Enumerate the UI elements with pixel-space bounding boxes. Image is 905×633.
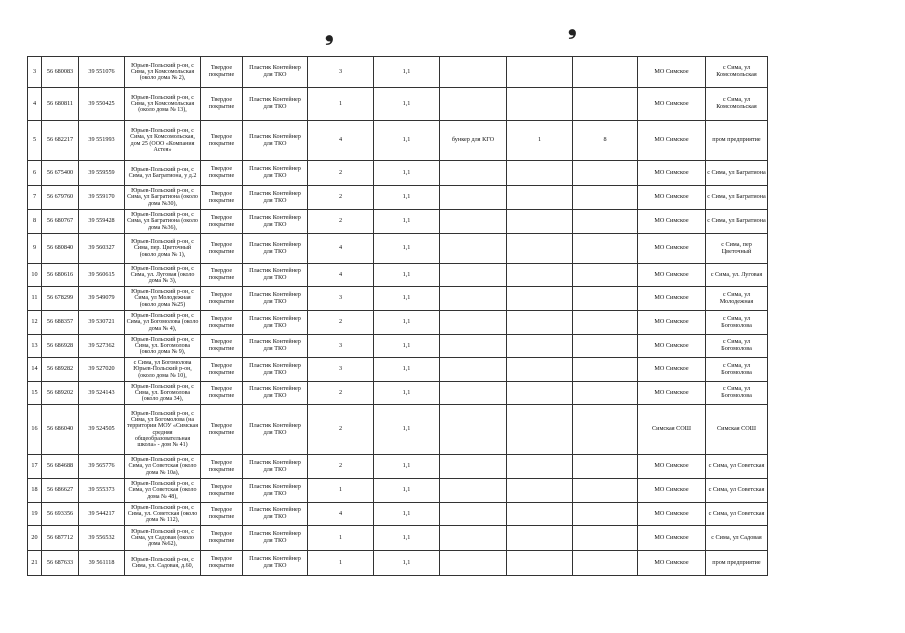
bulky-waste-count-cell <box>507 382 573 405</box>
bulky-waste-type-cell <box>440 210 507 234</box>
container-volume-cell: 1,1 <box>374 186 440 210</box>
bulky-waste-volume-cell: 8 <box>573 121 638 161</box>
table-row <box>28 264 768 287</box>
bulky-waste-volume-cell <box>573 287 638 311</box>
table-row <box>28 210 768 234</box>
table-row <box>28 526 768 551</box>
longitude-cell: 39 560327 <box>79 234 125 264</box>
waste-source-cell: с Сима, ул. Луговая <box>706 264 768 287</box>
table-row <box>28 88 768 121</box>
row-number: 19 <box>28 503 42 526</box>
address-cell: Юрьев-Польский р-он, с Сима, ул Молодежная (около дома №25) <box>125 287 201 311</box>
latitude-cell: 56 684688 <box>42 455 79 479</box>
longitude-cell: 39 544217 <box>79 503 125 526</box>
waste-source-cell: с Сима, ул Богомолова <box>706 358 768 382</box>
table-row <box>28 335 768 358</box>
container-count-cell: 2 <box>308 161 374 186</box>
address-cell: с Сима, ул Богомолова Юрьев-Польский р-он, (около дома № 10), <box>125 358 201 382</box>
bulky-waste-type-cell <box>440 358 507 382</box>
container-count-cell: 1 <box>308 88 374 121</box>
address-cell: Юрьев-Польский р-он, с Сима, ул. Садовая, д.60, <box>125 551 201 576</box>
surface-cell: Твердое покрытие <box>201 121 243 161</box>
bulky-waste-type-cell <box>440 503 507 526</box>
surface-cell: Твердое покрытие <box>201 335 243 358</box>
bulky-waste-count-cell <box>507 479 573 503</box>
owner-cell: МО Симское <box>638 210 706 234</box>
row-number: 7 <box>28 186 42 210</box>
container-volume-cell: 1,1 <box>374 287 440 311</box>
container-type-cell: Пластик Контейнер для ТКО <box>243 358 308 382</box>
owner-cell: МО Симское <box>638 479 706 503</box>
address-cell: Юрьев-Польский р-он, с Сима, ул Советская (около дома № 48), <box>125 479 201 503</box>
address-cell: Юрьев-Польский р-он, с Сима, ул. Советская (около дома № 112), <box>125 503 201 526</box>
table-row <box>28 503 768 526</box>
waste-source-cell: пром предприятие <box>706 121 768 161</box>
waste-source-cell: с Сима, ул Советская <box>706 503 768 526</box>
container-volume-cell: 1,1 <box>374 210 440 234</box>
container-count-cell: 4 <box>308 503 374 526</box>
owner-cell: МО Симское <box>638 358 706 382</box>
waste-source-cell: с Сима, ул Багратиона <box>706 210 768 234</box>
surface-cell: Твердое покрытие <box>201 526 243 551</box>
longitude-cell: 39 555373 <box>79 479 125 503</box>
latitude-cell: 56 678299 <box>42 287 79 311</box>
address-cell: Юрьев-Польский р-он, с Сима, ул Комсомольская, дом 25 (ООО «Компания Астея» <box>125 121 201 161</box>
owner-cell: МО Симское <box>638 161 706 186</box>
owner-cell: МО Симское <box>638 88 706 121</box>
latitude-cell: 56 687633 <box>42 551 79 576</box>
container-type-cell: Пластик Контейнер для ТКО <box>243 382 308 405</box>
bulky-waste-type-cell <box>440 57 507 88</box>
longitude-cell: 39 551076 <box>79 57 125 88</box>
bulky-waste-volume-cell <box>573 57 638 88</box>
surface-cell: Твердое покрытие <box>201 382 243 405</box>
container-type-cell: Пластик Контейнер для ТКО <box>243 287 308 311</box>
bulky-waste-count-cell <box>507 210 573 234</box>
surface-cell: Твердое покрытие <box>201 287 243 311</box>
waste-sites-table <box>27 56 768 576</box>
table-row <box>28 358 768 382</box>
surface-cell: Твердое покрытие <box>201 234 243 264</box>
container-volume-cell: 1,1 <box>374 88 440 121</box>
waste-source-cell: с Сима, ул Богомолова <box>706 382 768 405</box>
bulky-waste-volume-cell <box>573 210 638 234</box>
container-volume-cell: 1,1 <box>374 382 440 405</box>
bulky-waste-volume-cell <box>573 186 638 210</box>
bulky-waste-type-cell <box>440 234 507 264</box>
waste-source-cell: с Сима, ул Богомолова <box>706 335 768 358</box>
row-number: 5 <box>28 121 42 161</box>
bulky-waste-volume-cell <box>573 526 638 551</box>
container-type-cell: Пластик Контейнер для ТКО <box>243 311 308 335</box>
bulky-waste-volume-cell <box>573 234 638 264</box>
container-type-cell: Пластик Контейнер для ТКО <box>243 479 308 503</box>
row-number: 14 <box>28 358 42 382</box>
surface-cell: Твердое покрытие <box>201 358 243 382</box>
container-count-cell: 1 <box>308 526 374 551</box>
row-number: 20 <box>28 526 42 551</box>
longitude-cell: 39 550425 <box>79 88 125 121</box>
waste-source-cell: с Сима, ул Молодежная <box>706 287 768 311</box>
latitude-cell: 56 680811 <box>42 88 79 121</box>
latitude-cell: 56 686928 <box>42 335 79 358</box>
longitude-cell: 39 551993 <box>79 121 125 161</box>
waste-source-cell: с Сима, ул Богомолова <box>706 311 768 335</box>
address-cell: Юрьев-Польский р-он, с Сима, ул Богомолова (около дома № 4), <box>125 311 201 335</box>
container-count-cell: 4 <box>308 121 374 161</box>
waste-source-cell: с Сима, ул Советская <box>706 479 768 503</box>
owner-cell: МО Симское <box>638 503 706 526</box>
waste-source-cell: с Сима, пер Цветочный <box>706 234 768 264</box>
container-volume-cell: 1,1 <box>374 335 440 358</box>
surface-cell: Твердое покрытие <box>201 503 243 526</box>
latitude-cell: 56 689202 <box>42 382 79 405</box>
latitude-cell: 56 675400 <box>42 161 79 186</box>
bulky-waste-type-cell <box>440 526 507 551</box>
waste-source-cell: Симская СОШ <box>706 405 768 455</box>
owner-cell: МО Симское <box>638 526 706 551</box>
container-type-cell: Пластик Контейнер для ТКО <box>243 526 308 551</box>
address-cell: Юрьев-Польский р-он, с Сима, ул. Богомолова (около дома 34), <box>125 382 201 405</box>
bulky-waste-count-cell <box>507 234 573 264</box>
bulky-waste-count-cell <box>507 335 573 358</box>
row-number: 4 <box>28 88 42 121</box>
address-cell: Юрьев-Польский р-он, с Сима, ул Богомолова (на территории МОУ «Симская средняя общеобразовательная школа» - дом № 41) <box>125 405 201 455</box>
owner-cell: МО Симское <box>638 287 706 311</box>
bulky-waste-type-cell <box>440 88 507 121</box>
container-type-cell: Пластик Контейнер для ТКО <box>243 88 308 121</box>
container-count-cell: 2 <box>308 382 374 405</box>
longitude-cell: 39 524143 <box>79 382 125 405</box>
owner-cell: МО Симское <box>638 186 706 210</box>
container-type-cell: Пластик Контейнер для ТКО <box>243 503 308 526</box>
container-volume-cell: 1,1 <box>374 358 440 382</box>
row-number: 3 <box>28 57 42 88</box>
table-body <box>28 57 768 576</box>
bulky-waste-count-cell <box>507 311 573 335</box>
row-number: 8 <box>28 210 42 234</box>
container-count-cell: 1 <box>308 551 374 576</box>
container-count-cell: 3 <box>308 57 374 88</box>
container-count-cell: 1 <box>308 479 374 503</box>
waste-source-cell: с Сима, ул Садовая <box>706 526 768 551</box>
waste-source-cell: с Сима, ул Комсомольская <box>706 57 768 88</box>
latitude-cell: 56 686040 <box>42 405 79 455</box>
container-volume-cell: 1,1 <box>374 526 440 551</box>
bulky-waste-volume-cell <box>573 311 638 335</box>
longitude-cell: 39 524505 <box>79 405 125 455</box>
longitude-cell: 39 565776 <box>79 455 125 479</box>
table-row <box>28 311 768 335</box>
surface-cell: Твердое покрытие <box>201 186 243 210</box>
bulky-waste-count-cell <box>507 405 573 455</box>
container-count-cell: 2 <box>308 455 374 479</box>
container-count-cell: 2 <box>308 186 374 210</box>
table-row <box>28 382 768 405</box>
container-type-cell: Пластик Контейнер для ТКО <box>243 121 308 161</box>
row-number: 17 <box>28 455 42 479</box>
owner-cell: МО Симское <box>638 335 706 358</box>
container-count-cell: 3 <box>308 335 374 358</box>
latitude-cell: 56 679760 <box>42 186 79 210</box>
row-number: 11 <box>28 287 42 311</box>
waste-source-cell: с Сима, ул Багратиона <box>706 161 768 186</box>
bulky-waste-count-cell <box>507 88 573 121</box>
bulky-waste-count-cell <box>507 287 573 311</box>
address-cell: Юрьев-Польский р-он, с Сима, ул Багратиона (около дома №36), <box>125 210 201 234</box>
surface-cell: Твердое покрытие <box>201 161 243 186</box>
waste-source-cell: с Сима, ул Комсомольская <box>706 88 768 121</box>
address-cell: Юрьев-Польский р-он, с Сима, ул Комсомольская (около дома № 2), <box>125 57 201 88</box>
table-row <box>28 287 768 311</box>
table-row <box>28 479 768 503</box>
bulky-waste-type-cell: бункер для КГО <box>440 121 507 161</box>
bulky-waste-volume-cell <box>573 455 638 479</box>
row-number: 12 <box>28 311 42 335</box>
latitude-cell: 56 680083 <box>42 57 79 88</box>
container-type-cell: Пластик Контейнер для ТКО <box>243 551 308 576</box>
latitude-cell: 56 680840 <box>42 234 79 264</box>
address-cell: Юрьев-Польский р-он, с Сима, ул. Луговая (около дома № 3), <box>125 264 201 287</box>
bulky-waste-volume-cell <box>573 264 638 287</box>
bulky-waste-volume-cell <box>573 551 638 576</box>
container-count-cell: 3 <box>308 358 374 382</box>
table-row <box>28 161 768 186</box>
latitude-cell: 56 693356 <box>42 503 79 526</box>
longitude-cell: 39 559170 <box>79 186 125 210</box>
bulky-waste-type-cell <box>440 382 507 405</box>
container-type-cell: Пластик Контейнер для ТКО <box>243 405 308 455</box>
owner-cell: МО Симское <box>638 57 706 88</box>
longitude-cell: 39 549079 <box>79 287 125 311</box>
latitude-cell: 56 688357 <box>42 311 79 335</box>
container-volume-cell: 1,1 <box>374 264 440 287</box>
bulky-waste-type-cell <box>440 264 507 287</box>
container-volume-cell: 1,1 <box>374 57 440 88</box>
container-count-cell: 2 <box>308 405 374 455</box>
bulky-waste-type-cell <box>440 405 507 455</box>
container-volume-cell: 1,1 <box>374 234 440 264</box>
longitude-cell: 39 559559 <box>79 161 125 186</box>
latitude-cell: 56 682217 <box>42 121 79 161</box>
bulky-waste-type-cell <box>440 186 507 210</box>
bulky-waste-volume-cell <box>573 405 638 455</box>
longitude-cell: 39 527362 <box>79 335 125 358</box>
bulky-waste-count-cell <box>507 186 573 210</box>
container-count-cell: 4 <box>308 264 374 287</box>
row-number: 13 <box>28 335 42 358</box>
address-cell: Юрьев-Польский р-он, с Сима, пер. Цветочный (около дома № 1), <box>125 234 201 264</box>
longitude-cell: 39 560615 <box>79 264 125 287</box>
container-type-cell: Пластик Контейнер для ТКО <box>243 455 308 479</box>
container-type-cell: Пластик Контейнер для ТКО <box>243 210 308 234</box>
owner-cell: МО Симское <box>638 311 706 335</box>
latitude-cell: 56 689282 <box>42 358 79 382</box>
container-volume-cell: 1,1 <box>374 405 440 455</box>
page-mark-right: ❟ <box>568 14 577 39</box>
bulky-waste-count-cell <box>507 526 573 551</box>
row-number: 9 <box>28 234 42 264</box>
surface-cell: Твердое покрытие <box>201 264 243 287</box>
bulky-waste-volume-cell <box>573 88 638 121</box>
longitude-cell: 39 527020 <box>79 358 125 382</box>
surface-cell: Твердое покрытие <box>201 405 243 455</box>
owner-cell: МО Симское <box>638 455 706 479</box>
table-row <box>28 551 768 576</box>
table-row <box>28 234 768 264</box>
surface-cell: Твердое покрытие <box>201 311 243 335</box>
bulky-waste-type-cell <box>440 455 507 479</box>
row-number: 6 <box>28 161 42 186</box>
owner-cell: МО Симское <box>638 382 706 405</box>
page-mark-left: ❟ <box>325 20 334 45</box>
owner-cell: МО Симское <box>638 121 706 161</box>
bulky-waste-count-cell <box>507 264 573 287</box>
longitude-cell: 39 556532 <box>79 526 125 551</box>
container-volume-cell: 1,1 <box>374 479 440 503</box>
waste-source-cell: пром предприятие <box>706 551 768 576</box>
table-row <box>28 57 768 88</box>
bulky-waste-type-cell <box>440 287 507 311</box>
bulky-waste-type-cell <box>440 335 507 358</box>
bulky-waste-volume-cell <box>573 161 638 186</box>
bulky-waste-type-cell <box>440 479 507 503</box>
container-type-cell: Пластик Контейнер для ТКО <box>243 57 308 88</box>
table-row <box>28 121 768 161</box>
owner-cell: МО Симское <box>638 234 706 264</box>
bulky-waste-volume-cell <box>573 382 638 405</box>
container-type-cell: Пластик Контейнер для ТКО <box>243 335 308 358</box>
longitude-cell: 39 561118 <box>79 551 125 576</box>
owner-cell: Симская СОШ <box>638 405 706 455</box>
row-number: 16 <box>28 405 42 455</box>
container-count-cell: 3 <box>308 287 374 311</box>
row-number: 15 <box>28 382 42 405</box>
address-cell: Юрьев-Польский р-он, с Сима, ул Багратиона (около дома №30), <box>125 186 201 210</box>
container-volume-cell: 1,1 <box>374 121 440 161</box>
address-cell: Юрьев-Польский р-он, с Сима, ул Садовая (около дома №62), <box>125 526 201 551</box>
longitude-cell: 39 530721 <box>79 311 125 335</box>
bulky-waste-type-cell <box>440 551 507 576</box>
table-row <box>28 455 768 479</box>
bulky-waste-count-cell <box>507 161 573 186</box>
bulky-waste-volume-cell <box>573 503 638 526</box>
container-type-cell: Пластик Контейнер для ТКО <box>243 234 308 264</box>
owner-cell: МО Симское <box>638 264 706 287</box>
waste-source-cell: с Сима, ул Багратиона <box>706 186 768 210</box>
bulky-waste-volume-cell <box>573 335 638 358</box>
container-type-cell: Пластик Контейнер для ТКО <box>243 161 308 186</box>
container-volume-cell: 1,1 <box>374 161 440 186</box>
container-volume-cell: 1,1 <box>374 311 440 335</box>
container-count-cell: 2 <box>308 311 374 335</box>
latitude-cell: 56 687712 <box>42 526 79 551</box>
bulky-waste-count-cell <box>507 503 573 526</box>
latitude-cell: 56 680767 <box>42 210 79 234</box>
surface-cell: Твердое покрытие <box>201 88 243 121</box>
surface-cell: Твердое покрытие <box>201 57 243 88</box>
surface-cell: Твердое покрытие <box>201 455 243 479</box>
container-volume-cell: 1,1 <box>374 455 440 479</box>
owner-cell: МО Симское <box>638 551 706 576</box>
table-row <box>28 186 768 210</box>
waste-source-cell: с Сима, ул Советская <box>706 455 768 479</box>
bulky-waste-volume-cell <box>573 479 638 503</box>
table-row <box>28 405 768 455</box>
bulky-waste-count-cell: 1 <box>507 121 573 161</box>
bulky-waste-type-cell <box>440 161 507 186</box>
container-type-cell: Пластик Контейнер для ТКО <box>243 186 308 210</box>
bulky-waste-count-cell <box>507 551 573 576</box>
surface-cell: Твердое покрытие <box>201 479 243 503</box>
container-volume-cell: 1,1 <box>374 503 440 526</box>
surface-cell: Твердое покрытие <box>201 551 243 576</box>
row-number: 18 <box>28 479 42 503</box>
latitude-cell: 56 680616 <box>42 264 79 287</box>
address-cell: Юрьев-Польский р-он, с Сима, ул Багратиона, у д.2 <box>125 161 201 186</box>
container-volume-cell: 1,1 <box>374 551 440 576</box>
row-number: 21 <box>28 551 42 576</box>
container-count-cell: 2 <box>308 210 374 234</box>
container-type-cell: Пластик Контейнер для ТКО <box>243 264 308 287</box>
bulky-waste-count-cell <box>507 57 573 88</box>
bulky-waste-type-cell <box>440 311 507 335</box>
longitude-cell: 39 559428 <box>79 210 125 234</box>
container-count-cell: 4 <box>308 234 374 264</box>
row-number: 10 <box>28 264 42 287</box>
bulky-waste-volume-cell <box>573 358 638 382</box>
address-cell: Юрьев-Польский р-он, с Сима, ул Комсомольская (около дома № 13), <box>125 88 201 121</box>
address-cell: Юрьев-Польский р-он, с Сима, ул. Богомолова (около дома № 9), <box>125 335 201 358</box>
address-cell: Юрьев-Польский р-он, с Сима, ул Советская (около дома № 10а), <box>125 455 201 479</box>
bulky-waste-count-cell <box>507 358 573 382</box>
bulky-waste-count-cell <box>507 455 573 479</box>
latitude-cell: 56 686627 <box>42 479 79 503</box>
surface-cell: Твердое покрытие <box>201 210 243 234</box>
